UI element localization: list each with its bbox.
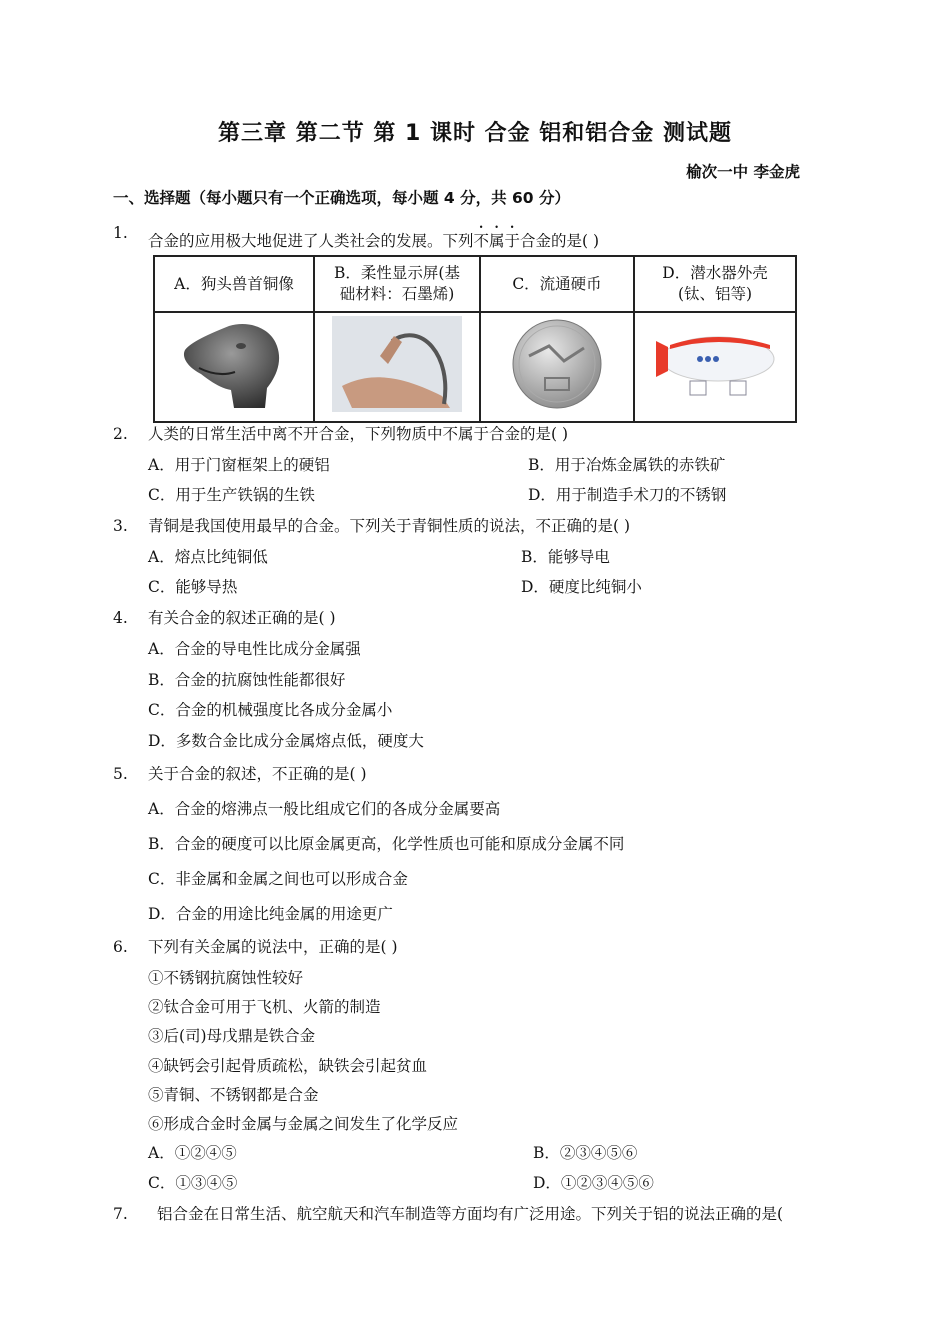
q6-statement-3: ③后(司)母戊鼎是铁合金 (148, 1027, 316, 1045)
q3-option-b[interactable]: B．能够导电 (521, 548, 610, 566)
q6-option-b[interactable]: B．②③④⑤⑥ (533, 1144, 638, 1162)
q7-number: 7. (113, 1205, 128, 1223)
q4-option-d[interactable]: D．多数合金比成分金属熔点低，硬度大 (148, 732, 424, 750)
q2-option-a[interactable]: A．用于门窗框架上的硬铝 (148, 456, 330, 474)
q3-option-d[interactable]: D．硬度比纯铜小 (521, 578, 642, 596)
q4-option-b[interactable]: B．合金的抗腐蚀性能都很好 (148, 671, 346, 689)
option-a-label: A．狗头兽首铜像 (154, 256, 314, 312)
q1-text (148, 223, 599, 251)
q3-option-a[interactable]: A．熔点比纯铜低 (148, 548, 268, 566)
submersible-image (634, 312, 796, 422)
q5-option-a[interactable]: A．合金的熔沸点一般比组成它们的各成分金属要高 (148, 800, 501, 818)
q6-statement-6: ⑥形成合金时金属与金属之间发生了化学反应 (148, 1115, 459, 1133)
q6-option-d[interactable]: D．①②③④⑤⑥ (533, 1174, 654, 1192)
q3-text: 青铜是我国使用最早的合金。下列关于青铜性质的说法，不正确的是( ) (148, 517, 631, 535)
q3-option-c[interactable]: C．能够导热 (148, 578, 238, 596)
q5-text: 关于合金的叙述，不正确的是( ) (148, 765, 367, 783)
q5-option-b[interactable]: B．合金的硬度可以比原金属更高，化学性质也可能和原成分金属不同 (148, 835, 625, 853)
q4-number: 4. (113, 609, 128, 627)
option-d-label: D．潜水器外壳(钛、铝等) (634, 256, 796, 312)
q5-option-d[interactable]: D．合金的用途比纯金属的用途更广 (148, 905, 393, 923)
page-title: 第三章 第二节 第 1 课时 合金 铝和铝合金 测试题 (218, 121, 732, 146)
q6-text: 下列有关金属的说法中，正确的是( ) (148, 938, 398, 956)
q1-options-table (153, 255, 797, 423)
q6-statement-2: ②钛合金可用于飞机、火箭的制造 (148, 998, 381, 1016)
flexible-display-image (314, 312, 480, 422)
author: 榆次一中 李金虎 (686, 163, 800, 181)
q5-option-c[interactable]: C．非金属和金属之间也可以形成合金 (148, 870, 408, 888)
option-b-label: B．柔性显示屏(基础材料：石墨烯) (314, 256, 480, 312)
q2-option-d[interactable]: D．用于制造手术刀的不锈钢 (528, 486, 727, 504)
q4-text: 有关合金的叙述正确的是( ) (148, 609, 336, 627)
q6-number: 6. (113, 938, 128, 956)
q4-option-c[interactable]: C．合金的机械强度比各成分金属小 (148, 701, 393, 719)
q1-text-post: 合金的是( ) (520, 232, 600, 250)
coin-image (480, 312, 634, 422)
q6-statement-4: ④缺钙会引起骨质疏松，缺铁会引起贫血 (148, 1057, 428, 1075)
q6-statement-1: ①不锈钢抗腐蚀性较好 (148, 969, 304, 987)
q3-number: 3. (113, 517, 128, 535)
q4-option-a[interactable]: A．合金的导电性比成分金属强 (148, 640, 361, 658)
q2-option-b[interactable]: B．用于冶炼金属铁的赤铁矿 (528, 456, 726, 474)
q1-emphasis: 不属于 (473, 232, 521, 250)
bronze-dog-head-image (154, 312, 314, 422)
q7-text: 铝合金在日常生活、航空航天和汽车制造等方面均有广泛用途。下列关于铝的说法正确的是( (157, 1205, 784, 1223)
q1-text-pre: 合金的应用极大地促进了人类社会的发展。下列 (148, 232, 474, 250)
q2-text: 人类的日常生活中离不开合金，下列物质中不属于合金的是( ) (148, 425, 569, 443)
q6-statement-5: ⑤青铜、不锈钢都是合金 (148, 1086, 319, 1104)
q2-option-c[interactable]: C．用于生产铁锅的生铁 (148, 486, 315, 504)
q2-number: 2. (113, 425, 128, 443)
q6-option-c[interactable]: C．①③④⑤ (148, 1174, 238, 1192)
option-c-label: C．流通硬币 (480, 256, 634, 312)
q5-number: 5. (113, 765, 128, 783)
section-heading: 一、选择题（每小题只有一个正确选项，每小题 4 分，共 60 分） (113, 189, 570, 207)
q6-option-a[interactable]: A．①②④⑤ (148, 1144, 237, 1162)
q1-number: 1. (113, 224, 128, 242)
